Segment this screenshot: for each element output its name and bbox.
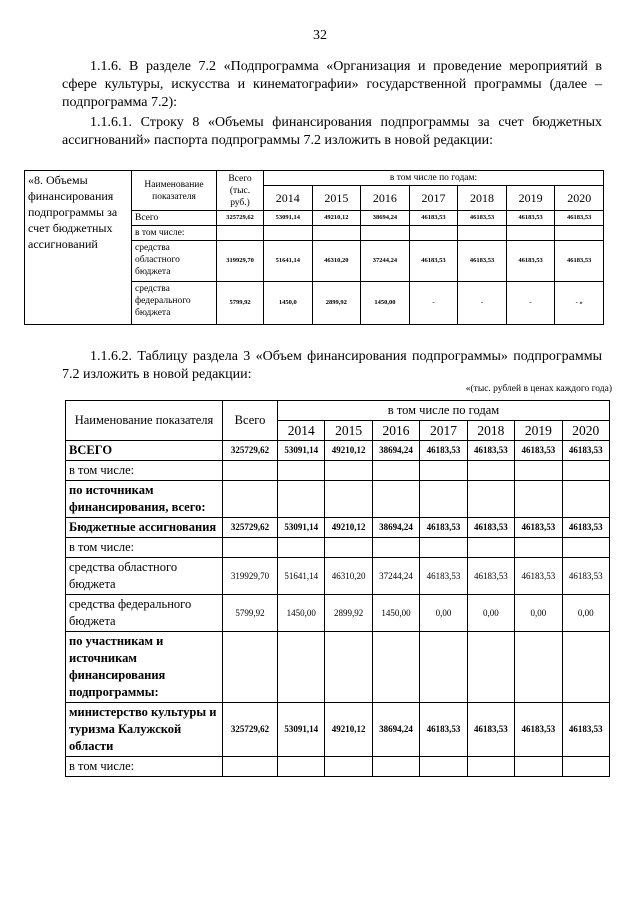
row-total: 325729,62: [217, 211, 264, 226]
row-value: 0,00: [515, 595, 562, 632]
row-value: 38694,24: [372, 441, 419, 461]
year-header: 2016: [372, 421, 419, 441]
row-value: 46183,53: [409, 211, 458, 226]
row-value: 46183,53: [555, 211, 604, 226]
row-label: в том числе:: [66, 538, 223, 558]
table-row: [66, 558, 610, 595]
row-value: 46183,53: [420, 558, 467, 595]
row-label: средства федерального бюджета: [66, 595, 223, 632]
row-value: 46183,53: [515, 558, 562, 595]
year-header: 2019: [506, 186, 555, 211]
year-header: 2017: [420, 421, 467, 441]
row-total: [223, 461, 278, 481]
row-label: по участникам и источникам финансирования подпрограммы:: [66, 632, 223, 703]
row-total: 319929,70: [217, 241, 264, 282]
row-value: [409, 226, 458, 241]
row-value: 1450,00: [278, 595, 325, 632]
row-total: [217, 226, 264, 241]
row-total: 5799,92: [217, 282, 264, 325]
year-header: 2014: [264, 186, 313, 211]
row-label: в том числе:: [66, 757, 223, 777]
paragraph-1-1-6-text: 1.1.6. В разделе 7.2 «Подпрограмма «Организация и проведение мероприятий в сфере культуры, искусства и кинематографии» государственной программы (далее – подпрограмма 7.2):: [62, 59, 602, 110]
row-value: [467, 461, 514, 481]
row-value: 46183,53: [458, 211, 507, 226]
row-value: [515, 757, 562, 777]
row-value: [515, 481, 562, 518]
paragraph-1-1-6-2-text: 1.1.6.2. Таблицу раздела 3 «Объем финансирования подпрограммы» подпрограммы 7.2 изложить в новой редакции:: [62, 349, 602, 382]
row-value: [278, 461, 325, 481]
row-value: 1450,00: [361, 282, 410, 325]
row-value: [467, 538, 514, 558]
row-label: средства областного бюджета: [66, 558, 223, 595]
year-header: 2015: [325, 421, 372, 441]
year-header: 2017: [409, 186, 458, 211]
row-value: 2899,92: [312, 282, 361, 325]
row-value: 49210,12: [312, 211, 361, 226]
row-total: 319929,70: [223, 558, 278, 595]
row-label: средства областного бюджета: [132, 241, 217, 282]
row-value: 46183,53: [562, 441, 609, 461]
row-value: 46183,53: [458, 241, 507, 282]
row-value: [372, 538, 419, 558]
paragraph-1-1-6-1-text: 1.1.6.1. Строку 8 «Объемы финансирования подпрограммы за счет бюджетных ассигнований» паспорта подпрограммы 7.2 изложить в новой редакции:: [62, 115, 602, 148]
table-row: [66, 538, 610, 558]
row-value: [515, 538, 562, 558]
year-header: 2015: [312, 186, 361, 211]
row-total: 5799,92: [223, 595, 278, 632]
row-total: [223, 538, 278, 558]
row-value: 1450,00: [372, 595, 419, 632]
row-value: [325, 757, 372, 777]
row-value: 0,00: [467, 595, 514, 632]
row-value: [372, 481, 419, 518]
row-value: [325, 481, 372, 518]
row-value: [372, 757, 419, 777]
year-header: 2018: [467, 421, 514, 441]
row-value: 0,00: [562, 595, 609, 632]
row-value: [562, 632, 609, 703]
row-value: 38694,24: [361, 211, 410, 226]
passport-financing-table: [24, 170, 604, 325]
row-value: [372, 461, 419, 481]
year-header: 2018: [458, 186, 507, 211]
row-value: 46183,53: [420, 441, 467, 461]
table-row: [66, 461, 610, 481]
row-label-cell: «8. Объемы финансирования подпрограммы за счет бюджетных ассигнований: [25, 171, 132, 325]
row-value: -: [506, 282, 555, 325]
year-header: 2016: [361, 186, 410, 211]
row-value: [372, 632, 419, 703]
row-total: 325729,62: [223, 441, 278, 461]
header-name: Наименование показателя: [132, 171, 217, 211]
row-value: 46183,53: [467, 558, 514, 595]
row-value: 46183,53: [506, 211, 555, 226]
row-value: 51641,14: [264, 241, 313, 282]
row-value: 46310,20: [312, 241, 361, 282]
row-value: 2899,92: [325, 595, 372, 632]
paragraph-1-1-6-2: [62, 348, 602, 384]
row-value: [420, 632, 467, 703]
table-header-row: [66, 401, 610, 421]
row-value: 46183,53: [467, 441, 514, 461]
row-value: [312, 226, 361, 241]
row-value: 1450,0: [264, 282, 313, 325]
subprogram-financing-table: [65, 400, 610, 777]
row-value: [278, 757, 325, 777]
row-value: [467, 632, 514, 703]
row-value: 49210,12: [325, 518, 372, 538]
row-value: 0,00: [420, 595, 467, 632]
table-row: [66, 441, 610, 461]
row-value: [467, 481, 514, 518]
row-value: - »: [555, 282, 604, 325]
row-label: средства федерального бюджета: [132, 282, 217, 325]
row-value: [325, 632, 372, 703]
row-value: 37244,24: [361, 241, 410, 282]
header-name: Наименование показателя: [66, 401, 223, 441]
row-value: 46183,53: [515, 518, 562, 538]
row-value: [278, 538, 325, 558]
table-row: [66, 518, 610, 538]
row-total: 325729,62: [223, 518, 278, 538]
row-value: 46183,53: [506, 241, 555, 282]
row-value: 37244,24: [372, 558, 419, 595]
row-value: 46183,53: [420, 703, 467, 757]
row-value: [325, 461, 372, 481]
row-value: [325, 538, 372, 558]
row-value: 38694,24: [372, 703, 419, 757]
page-number: 32: [313, 28, 327, 43]
row-value: 46183,53: [555, 241, 604, 282]
row-value: [515, 632, 562, 703]
row-value: 46183,53: [420, 518, 467, 538]
row-value: 53091,14: [278, 441, 325, 461]
row-label: министерство культуры и туризма Калужской области: [66, 703, 223, 757]
row-value: -: [409, 282, 458, 325]
row-value: 46183,53: [467, 518, 514, 538]
row-value: 46310,20: [325, 558, 372, 595]
table-row: [66, 632, 610, 703]
row-total: 325729,62: [223, 703, 278, 757]
table-row: [66, 703, 610, 757]
year-header: 2020: [555, 186, 604, 211]
row-label: по источникам финансирования, всего:: [66, 481, 223, 518]
row-value: 46183,53: [562, 703, 609, 757]
row-value: [515, 461, 562, 481]
row-total: [223, 632, 278, 703]
row-value: 53091,14: [264, 211, 313, 226]
row-value: [278, 632, 325, 703]
row-value: [458, 226, 507, 241]
row-value: [420, 757, 467, 777]
table-row: [66, 481, 610, 518]
header-total: Всего: [223, 401, 278, 441]
row-label: Бюджетные ассигнования: [66, 518, 223, 538]
row-value: 46183,53: [515, 441, 562, 461]
header-years-group: в том числе по годам:: [264, 171, 604, 186]
header-years-group: в том числе по годам: [278, 401, 610, 421]
row-value: [562, 757, 609, 777]
row-value: [264, 226, 313, 241]
row-value: [420, 481, 467, 518]
row-value: [278, 481, 325, 518]
row-value: 53091,14: [278, 703, 325, 757]
year-header: 2019: [515, 421, 562, 441]
row-value: 51641,14: [278, 558, 325, 595]
row-value: 49210,12: [325, 703, 372, 757]
year-header: 2020: [562, 421, 609, 441]
row-value: [361, 226, 410, 241]
row-value: [562, 538, 609, 558]
row-value: 38694,24: [372, 518, 419, 538]
row-total: [223, 757, 278, 777]
row-value: 46183,53: [562, 558, 609, 595]
row-value: [555, 226, 604, 241]
row-value: [506, 226, 555, 241]
row-value: [467, 757, 514, 777]
row-label: в том числе:: [132, 226, 217, 241]
row-value: 49210,12: [325, 441, 372, 461]
row-value: 46183,53: [409, 241, 458, 282]
year-header: 2014: [278, 421, 325, 441]
unit-note: «(тыс. рублей в ценах каждого года): [465, 384, 612, 394]
row-value: [420, 461, 467, 481]
table-header-row: [25, 171, 604, 186]
paragraph-1-1-6-1: [62, 114, 602, 150]
header-total: Всего (тыс. руб.): [217, 171, 264, 211]
row-value: 46183,53: [562, 518, 609, 538]
row-value: 53091,14: [278, 518, 325, 538]
paragraph-1-1-6: [62, 58, 602, 112]
row-label: Всего: [132, 211, 217, 226]
row-total: [223, 481, 278, 518]
row-value: 46183,53: [515, 703, 562, 757]
row-label: в том числе:: [66, 461, 223, 481]
row-value: -: [458, 282, 507, 325]
row-value: [562, 461, 609, 481]
row-value: [562, 481, 609, 518]
table-row: [66, 595, 610, 632]
row-label: ВСЕГО: [66, 441, 223, 461]
row-value: 46183,53: [467, 703, 514, 757]
row-value: [420, 538, 467, 558]
table-row: [66, 757, 610, 777]
